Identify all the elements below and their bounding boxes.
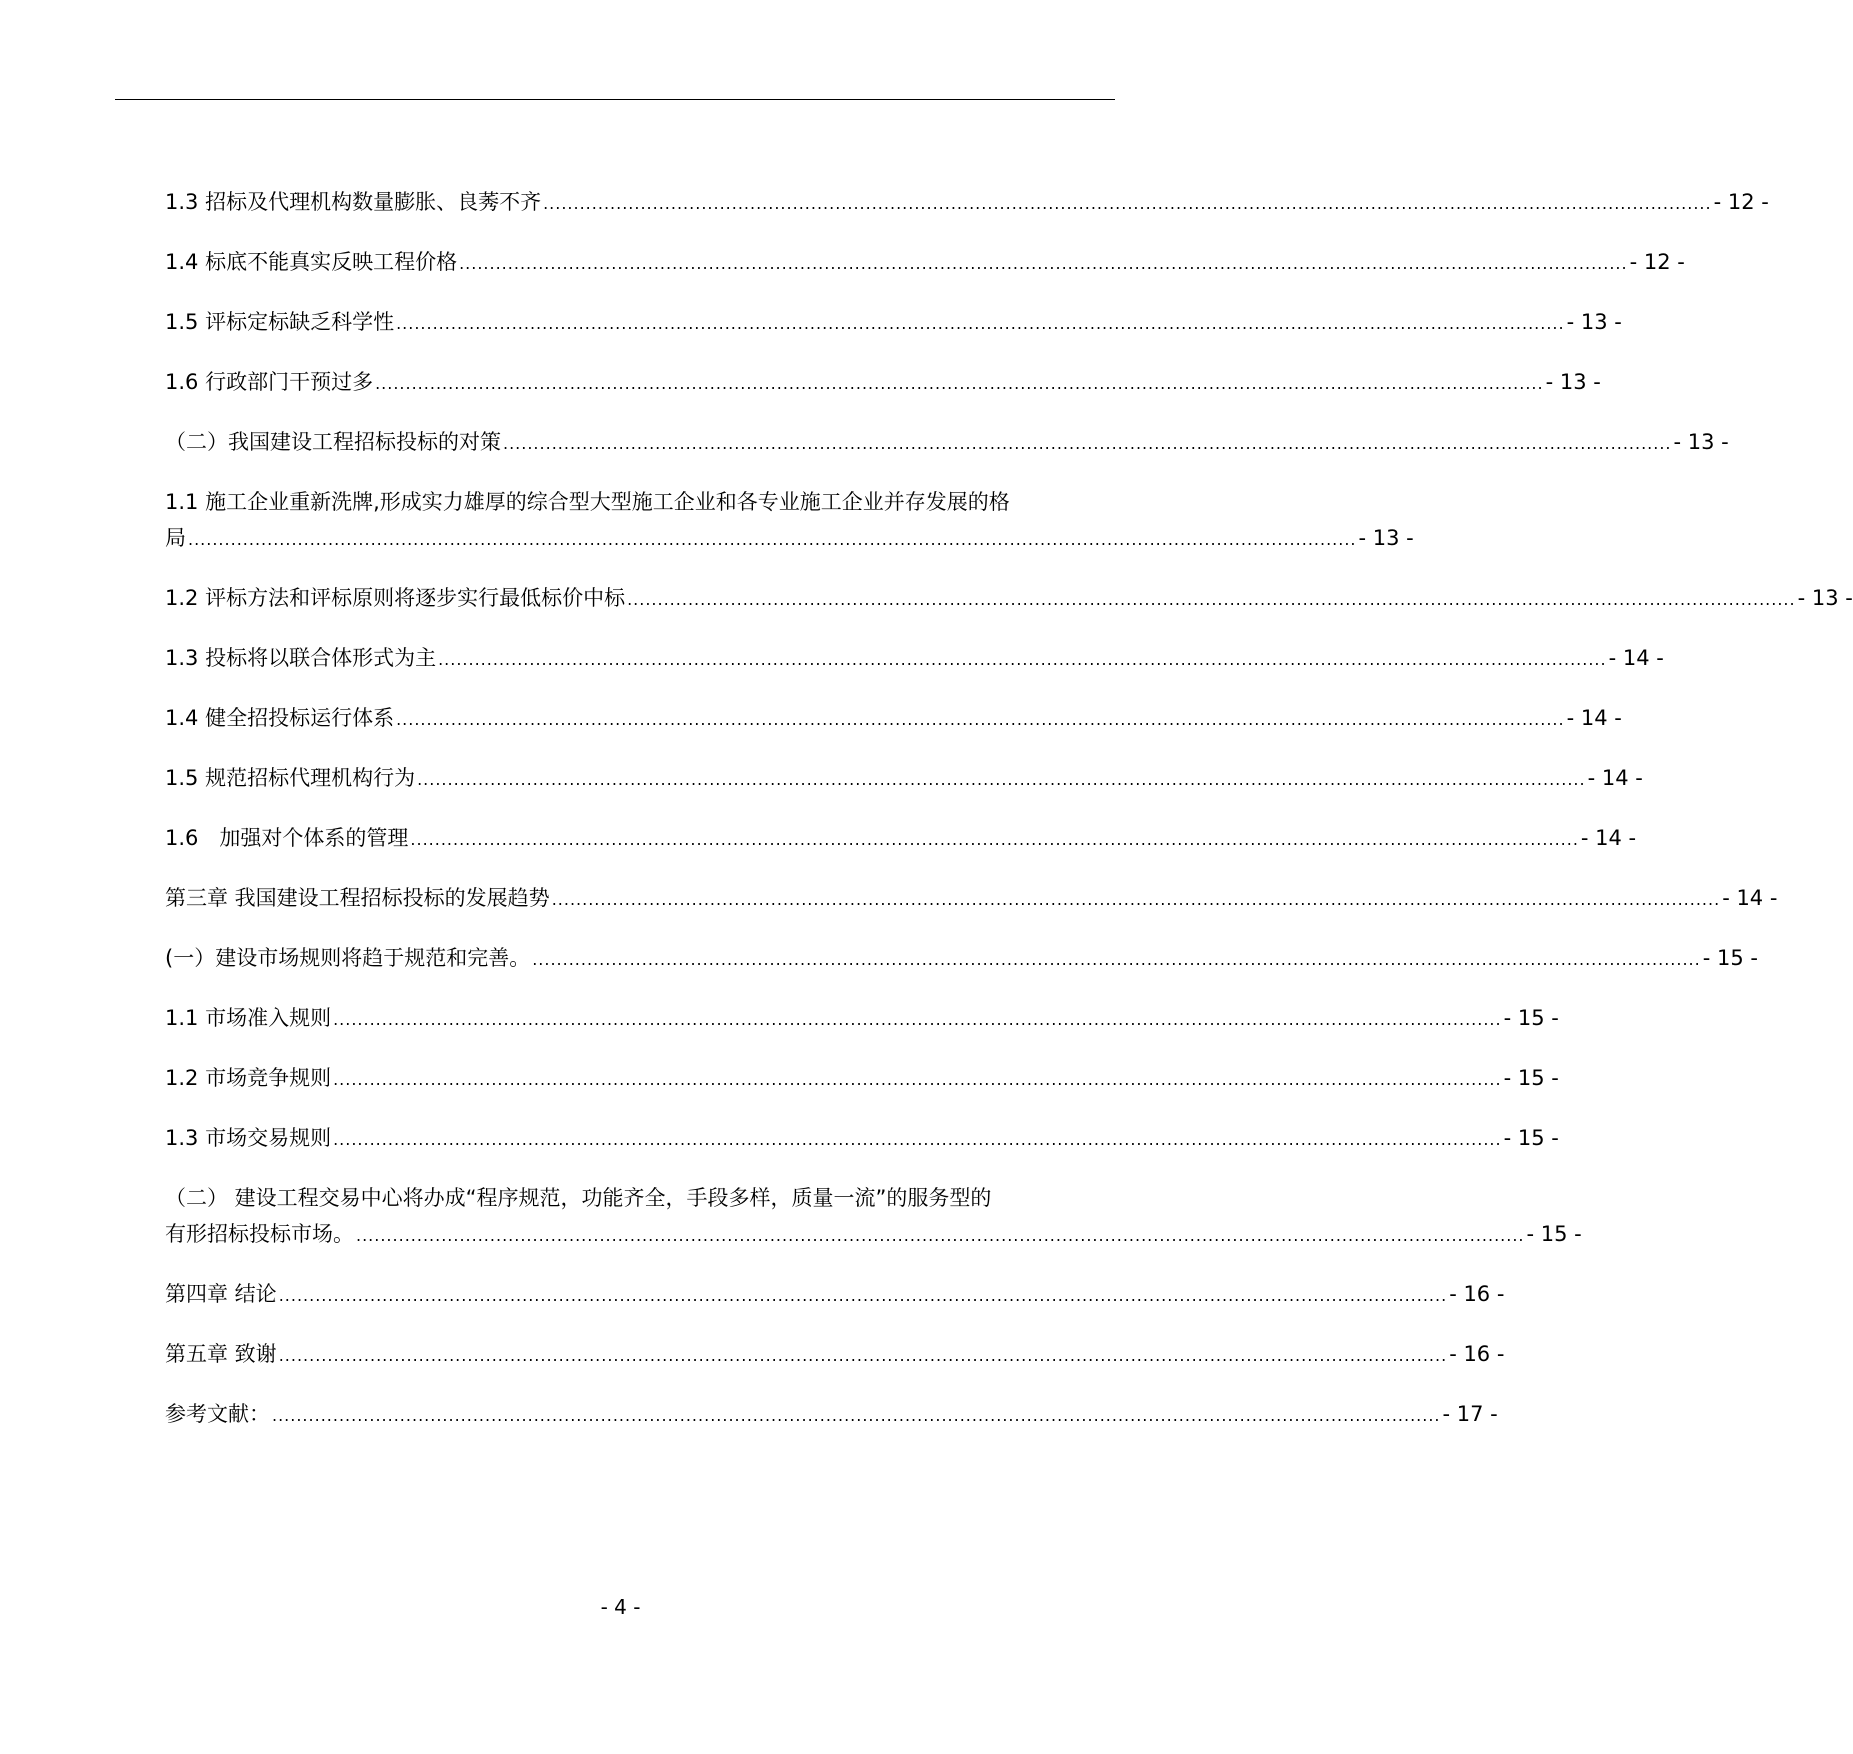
toc-entry-page: - 12 - (1629, 250, 1685, 274)
toc-leader-dots: ................................................................................................................................................................................................ (356, 1226, 1525, 1245)
toc-leader-dots: ................................................................................................................................................................................................ (278, 1286, 1448, 1305)
toc-entry[interactable] (165, 424, 1729, 460)
toc-entry-title: 第五章 致谢 (165, 1342, 277, 1366)
toc-entry-page: - 13 - (1797, 586, 1853, 610)
toc-entry[interactable] (165, 244, 1685, 280)
toc-entry-title: 1.5 规范招标代理机构行为 (165, 766, 416, 790)
toc-entry[interactable] (165, 1000, 1559, 1036)
toc-entry[interactable] (165, 184, 1769, 220)
toc-leader-dots: ................................................................................................................................................................................................ (459, 254, 1628, 273)
toc-entry-page: - 13 - (1545, 370, 1601, 394)
toc-entry[interactable] (165, 880, 1778, 916)
toc-leader-dots: ................................................................................................................................................................................................ (417, 770, 1586, 789)
toc-entry[interactable] (165, 1120, 1559, 1156)
toc-leader-dots: ................................................................................................................................................................................................ (410, 830, 1579, 849)
toc-entry[interactable] (165, 364, 1601, 400)
toc-entry-page: - 15 - (1503, 1126, 1559, 1150)
toc-entry[interactable] (165, 760, 1643, 796)
toc-entry-page: - 14 - (1587, 766, 1643, 790)
toc-entry[interactable] (165, 700, 1622, 736)
toc-entry-title: 有形招标投标市场。 (165, 1222, 354, 1246)
toc-leader-dots: ................................................................................................................................................................................................ (278, 1346, 1448, 1365)
toc-entry-title: 1.2 评标方法和评标原则将逐步实行最低标价中标 (165, 586, 626, 610)
toc-leader-dots: ................................................................................................................................................................................................ (333, 1130, 1502, 1149)
toc-entry-page: - 16 - (1449, 1342, 1505, 1366)
toc-leader-dots: ................................................................................................................................................................................................ (503, 434, 1672, 453)
toc-entry-title: 参考文献： (165, 1402, 270, 1426)
toc-entry-page: - 13 - (1358, 526, 1414, 550)
toc-entry[interactable] (165, 1396, 1498, 1432)
toc-entry[interactable] (165, 1276, 1505, 1312)
toc-leader-dots: ................................................................................................................................................................................................ (333, 1070, 1502, 1089)
toc-leader-dots: ................................................................................................................................................................................................ (438, 650, 1607, 669)
toc-entry[interactable] (165, 1180, 1582, 1252)
toc-entry-title: 1.4 健全招投标运行体系 (165, 706, 395, 730)
toc-entry-title: 第四章 结论 (165, 1282, 277, 1306)
toc-entry-title: 1.1 市场准入规则 (165, 1006, 332, 1030)
header-rule (115, 99, 1115, 100)
toc-entry[interactable] (165, 820, 1637, 856)
toc-entry-title: （二）我国建设工程招标投标的对策 (165, 430, 501, 454)
table-of-contents (165, 184, 1853, 1456)
toc-entry[interactable] (165, 1336, 1505, 1372)
toc-entry-page: - 17 - (1442, 1402, 1498, 1426)
toc-entry-title: 1.6 行政部门干预过多 (165, 370, 374, 394)
toc-leader-dots: ................................................................................................................................................................................................ (532, 950, 1701, 969)
toc-entry-title: 1.4 标底不能真实反映工程价格 (165, 250, 458, 274)
toc-entry-title: 局 (165, 526, 186, 550)
toc-entry[interactable] (165, 640, 1664, 676)
toc-entry-page: - 13 - (1673, 430, 1729, 454)
toc-entry-page: - 14 - (1566, 706, 1622, 730)
toc-entry[interactable] (165, 580, 1853, 616)
toc-leader-dots: ................................................................................................................................................................................................ (333, 1010, 1502, 1029)
toc-entry-page: - 12 - (1713, 190, 1769, 214)
toc-leader-dots: ................................................................................................................................................................................................ (543, 194, 1712, 213)
toc-entry-title: 第三章 我国建设工程招标投标的发展趋势 (165, 886, 550, 910)
toc-entry-title-first-line: （二） 建设工程交易中心将办成“程序规范，功能齐全，手段多样，质量一流”的服务型的 (165, 1186, 992, 1210)
toc-entry-page: - 15 - (1503, 1006, 1559, 1030)
toc-entry-page: - 15 - (1702, 946, 1758, 970)
toc-entry-page: - 14 - (1722, 886, 1778, 910)
toc-entry-title: 1.2 市场竞争规则 (165, 1066, 332, 1090)
toc-entry[interactable] (165, 1060, 1559, 1096)
toc-entry-page: - 15 - (1526, 1222, 1582, 1246)
toc-entry-title-first-line: 1.1 施工企业重新洗牌,形成实力雄厚的综合型大型施工企业和各专业施工企业并存发展的格 (165, 490, 1010, 514)
toc-leader-dots: ................................................................................................................................................................................................ (396, 314, 1565, 333)
toc-entry-title: 1.3 市场交易规则 (165, 1126, 332, 1150)
toc-entry-title: 1.3 招标及代理机构数量膨胀、良莠不齐 (165, 190, 542, 214)
toc-entry-page: - 14 - (1580, 826, 1637, 850)
toc-entry-title: (一）建设市场规则将趋于规范和完善。 (165, 946, 531, 970)
toc-entry-title: 1.5 评标定标缺乏科学性 (165, 310, 395, 334)
page-number: - 4 - (600, 1595, 641, 1619)
toc-entry-title: 1.6 加强对个体系的管理 (165, 826, 409, 850)
toc-leader-dots: ................................................................................................................................................................................................ (375, 374, 1544, 393)
toc-leader-dots: ................................................................................................................................................................................................ (272, 1406, 1441, 1425)
toc-entry-page: - 13 - (1566, 310, 1622, 334)
toc-entry[interactable] (165, 940, 1758, 976)
toc-entry-page: - 14 - (1608, 646, 1664, 670)
toc-leader-dots: ................................................................................................................................................................................................ (188, 530, 1357, 549)
toc-leader-dots: ................................................................................................................................................................................................ (627, 590, 1796, 609)
toc-entry-page: - 16 - (1449, 1282, 1505, 1306)
toc-entry-title: 1.3 投标将以联合体形式为主 (165, 646, 437, 670)
toc-entry[interactable] (165, 484, 1414, 556)
toc-entry[interactable] (165, 304, 1622, 340)
toc-leader-dots: ................................................................................................................................................................................................ (396, 710, 1565, 729)
toc-entry-page: - 15 - (1503, 1066, 1559, 1090)
toc-leader-dots: ................................................................................................................................................................................................ (551, 890, 1721, 909)
